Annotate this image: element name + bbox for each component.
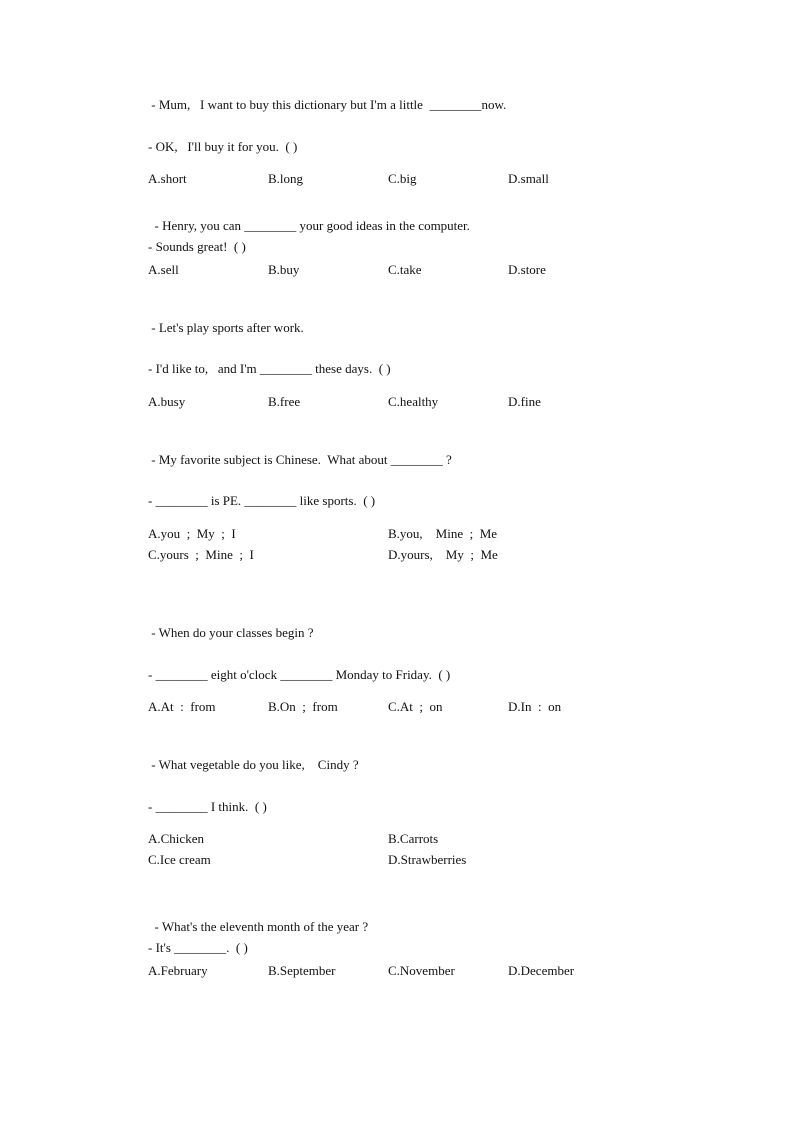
question-2-option-a: A.sell xyxy=(148,262,179,277)
question-1-option-c: C.big xyxy=(388,171,417,186)
question-1-option-d: D.small xyxy=(508,171,549,186)
question-3-prompt: - Let's play sports after work. xyxy=(148,320,304,335)
question-3-option-b: B.free xyxy=(268,394,301,409)
question-1-option-b: B.long xyxy=(268,171,304,186)
question-7-response: - It's ________. ( ) xyxy=(148,940,248,955)
question-4-option-a: A.you ; My ; I xyxy=(148,526,236,541)
question-2-option-d: D.store xyxy=(508,262,546,277)
question-1-response: - OK, I'll buy it for you. ( ) xyxy=(148,139,298,154)
question-3-response: - I'd like to, and I'm ________ these days. ( ) xyxy=(148,361,391,376)
question-2-option-c: C.take xyxy=(388,262,422,277)
question-4-prompt: - My favorite subject is Chinese. What about ________ ? xyxy=(148,452,452,467)
question-5-response: - ________ eight o'clock ________ Monday to Friday. ( ) xyxy=(148,667,451,682)
question-5-prompt: - When do your classes begin ? xyxy=(148,625,314,640)
question-6-prompt: - What vegetable do you like, Cindy ? xyxy=(148,757,359,772)
question-7-option-a: A.February xyxy=(148,963,208,978)
question-3-option-a: A.busy xyxy=(148,394,186,409)
question-6-option-d: D.Strawberries xyxy=(388,852,467,867)
question-7-option-b: B.September xyxy=(268,963,336,978)
question-4-option-b: B.you, Mine ; Me xyxy=(388,526,498,541)
question-2-option-b: B.buy xyxy=(268,262,300,277)
question-6-option-b: B.Carrots xyxy=(388,831,439,846)
question-2-response: - Sounds great! ( ) xyxy=(148,239,246,254)
question-5-option-c: C.At ; on xyxy=(388,699,443,714)
question-4-option-d: D.yours, My ; Me xyxy=(388,547,498,562)
question-6-option-c: C.Ice cream xyxy=(148,852,211,867)
question-1-prompt: - Mum, I want to buy this dictionary but I'm a little ________now. xyxy=(148,97,507,112)
question-7-option-c: C.November xyxy=(388,963,455,978)
question-4-response: - ________ is PE. ________ like sports. ( ) xyxy=(148,493,376,508)
question-7-prompt: - What's the eleventh month of the year ? xyxy=(148,919,369,934)
question-7-option-d: D.December xyxy=(508,963,575,978)
question-3-option-c: C.healthy xyxy=(388,394,439,409)
question-3-option-d: D.fine xyxy=(508,394,541,409)
question-4-option-c: C.yours ; Mine ; I xyxy=(148,547,254,562)
question-5-option-a: A.At : from xyxy=(148,699,216,714)
question-6-response: - ________ I think. ( ) xyxy=(148,799,267,814)
question-1-option-a: A.short xyxy=(148,171,187,186)
question-2-prompt: - Henry, you can ________ your good ideas in the computer. xyxy=(148,218,470,233)
question-6-option-a: A.Chicken xyxy=(148,831,204,846)
question-5-option-b: B.On ; from xyxy=(268,699,338,714)
question-5-option-d: D.In : on xyxy=(508,699,562,714)
